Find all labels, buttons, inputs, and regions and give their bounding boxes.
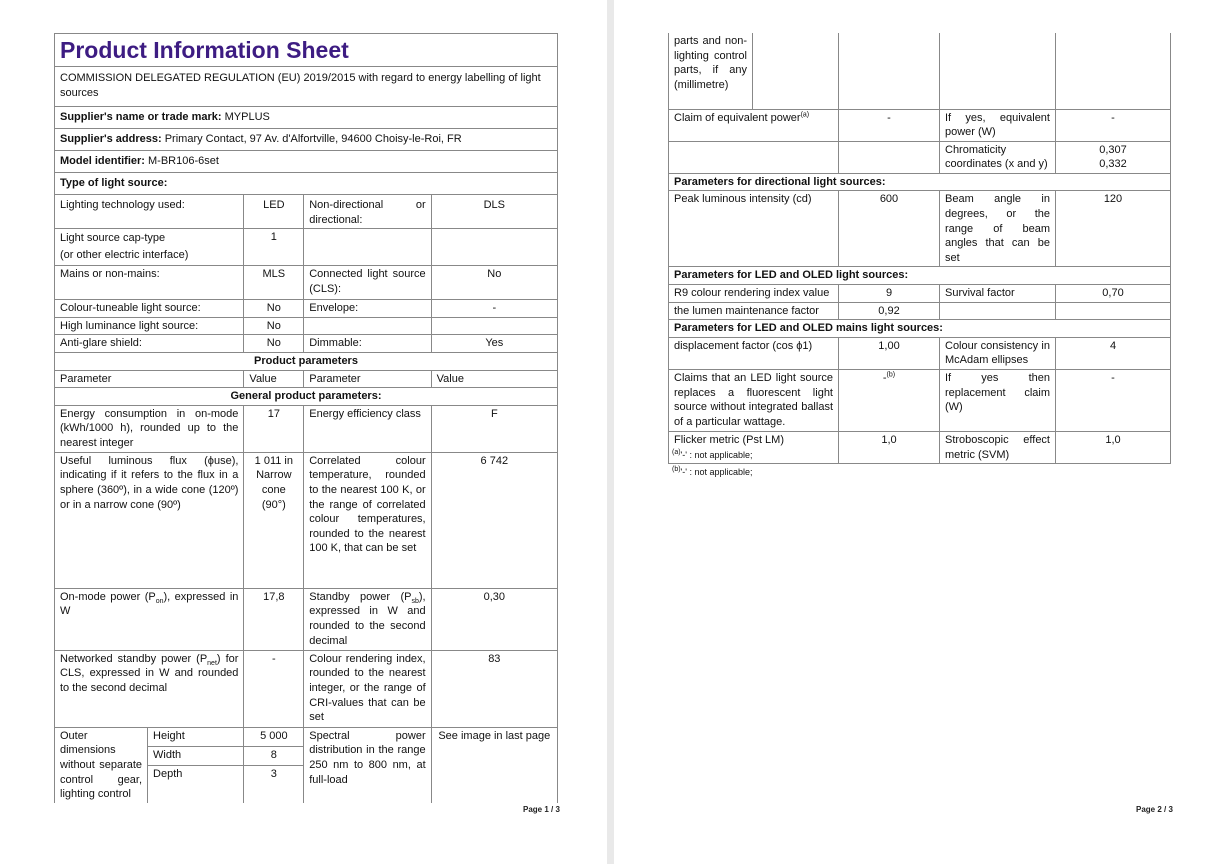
chromaticity-values [1056,141,1171,173]
on-mode-label-part2: ), expressed in W [60,590,239,618]
claim-equiv-sup: (a) [800,110,810,118]
cap-type-value: 1 [244,229,304,266]
stroboscopic-value: 1,0 [1056,432,1171,464]
lumen-maintenance-empty-1 [940,302,1056,320]
footnote-b-text: '-' : not applicable; [680,467,753,477]
supplier-name-row [55,107,558,129]
networked-label-part2: ) for CLS, expressed in W and rounded to the second decimal [60,652,239,694]
colour-consistency-label: Colour consistency in McAdam ellipses [940,337,1056,369]
displacement-label: displacement factor (cos ϕ1) [669,337,839,369]
flicker-label: Flicker metric (Pst LM) [669,432,839,464]
footnote-a-text: '-' : not applicable; [680,450,753,460]
anti-glare-label: Anti-glare shield: [55,335,244,353]
cont-empty-4 [1056,33,1171,109]
outer-dimensions-label: Outer dimensions without separate control gear, lighting control [55,727,148,802]
supplier-name: MYPLUS [224,111,270,123]
claims-led-label: Claims that an LED light source replaces a fluorescent light source without integrated ballast of a particular wattage. [669,370,839,432]
page-1 [0,0,607,864]
on-mode-power-value: 17,8 [244,588,304,650]
width-label: Width [148,746,244,765]
colour-tuneable-label: Colour-tuneable light source: [55,300,244,318]
r9-label: R9 colour rendering index value [669,285,839,303]
model-identifier: M-BR106-6set [148,155,219,167]
spd-label: Spectral power distribution in the range 250 nm to 800 nm, at full-load [304,727,431,802]
directional-heading: Parameters for directional light sources: [669,173,1171,191]
col-header-value-1: Value [244,370,304,388]
regulation-text: COMMISSION DELEGATED REGULATION (EU) 2019/2015 with regard to energy labelling of light sources [55,67,558,107]
envelope-value: - [431,300,557,318]
cont-empty-3 [940,33,1056,109]
on-mode-power-label [55,588,244,650]
product-info-table-p2 [668,33,1171,464]
stroboscopic-label: Stroboscopic effect metric (SVM) [940,432,1056,464]
energy-class-label: Energy efficiency class [304,405,431,452]
non-directional-value: DLS [431,195,557,229]
page-number-2: Page 2 / 3 [1136,805,1173,814]
r9-value: 9 [839,285,940,303]
standby-power-value: 0,30 [431,588,557,650]
cri-value: 83 [431,650,557,727]
cont-label: parts and non-lighting control parts, if any (millimetre) [669,33,753,109]
flicker-value: 1,0 [839,432,940,464]
claim-equiv-value: - [839,109,940,141]
if-yes-equiv-value: - [1056,109,1171,141]
claims-led-sup: (b) [886,371,896,379]
led-heading: Parameters for LED and OLED light sources: [669,267,1171,285]
chromaticity-label: Chromaticity coordinates (x and y) [940,141,1056,173]
cap-type-empty-2 [431,229,557,266]
cct-value: 6 742 [431,452,557,588]
connected-label: Connected light source (CLS): [304,266,431,300]
chromaticity-x: 0,307 [1099,143,1127,156]
standby-label-part2: ), expressed in W and rounded to the second decimal [309,590,426,647]
replacement-claim-label: If yes then replacement claim (W) [940,370,1056,432]
lumen-maintenance-empty-2 [1056,302,1171,320]
height-value: 5 000 [244,727,304,746]
footnote-a [672,450,753,460]
displacement-value: 1,00 [839,337,940,369]
product-params-heading: Product parameters [55,352,558,370]
non-directional-label: Non-directional or directional: [304,195,431,229]
standby-label-part1: Standby power (P [309,590,412,603]
width-value: 8 [244,746,304,765]
mains-value: MLS [244,266,304,300]
depth-value: 3 [244,765,304,803]
cap-type-empty-1 [304,229,431,266]
peak-intensity-label: Peak luminous intensity (cd) [669,191,839,267]
anti-glare-value: No [244,335,304,353]
networked-label-sub: net [207,659,217,667]
footnote-a-mark: (a) [672,449,681,456]
useful-flux-label: Useful luminous flux (ϕuse), indicating if it refers to the flux in a sphere (360º), in a wide cone (120º) or in a narrow cone (90º) [55,452,244,588]
lumen-maintenance-label: the lumen maintenance factor [669,302,839,320]
cont-empty-1 [753,33,839,109]
on-mode-label-part1: On-mode power (P [60,590,156,603]
claims-led-dash: - [882,372,887,384]
depth-label: Depth [148,765,244,803]
supplier-name-label: Supplier's name or trade mark: [60,111,222,123]
dimmable-label: Dimmable: [304,335,431,353]
cap-type-label-sub: (or other electric interface) [60,249,189,262]
claims-led-value [839,370,940,432]
connected-value: No [431,266,557,300]
chromaticity-empty-1 [669,141,839,173]
led-mains-heading: Parameters for LED and OLED mains light sources: [669,320,1171,338]
supplier-address-label: Supplier's address: [60,133,162,145]
spd-value: See image in last page [431,727,557,802]
height-label: Height [148,727,244,746]
peak-intensity-value: 600 [839,191,940,267]
colour-consistency-value: 4 [1056,337,1171,369]
networked-standby-value: - [244,650,304,727]
cap-type-label-main: Light source cap-type [60,232,166,245]
model-row [55,151,558,173]
survival-label: Survival factor [940,285,1056,303]
mains-label: Mains or non-mains: [55,266,244,300]
col-header-value-2: Value [431,370,557,388]
standby-label-sub: sb [411,597,419,605]
energy-consumption-label: Energy consumption in on-mode (kWh/1000 h), rounded up to the nearest integer [55,405,244,452]
beam-angle-label: Beam angle in degrees, or the range of beam angles that can be set [940,191,1056,267]
claim-equiv-label [669,109,839,141]
lighting-tech-value: LED [244,195,304,229]
claim-equiv-label-text: Claim of equivalent power [674,111,801,124]
dimmable-value: Yes [431,335,557,353]
high-luminance-empty-1 [304,317,431,335]
product-info-table-p1 [54,33,558,803]
high-luminance-label: High luminance light source: [55,317,244,335]
lumen-maintenance-value: 0,92 [839,302,940,320]
page-number-1: Page 1 / 3 [523,805,560,814]
lighting-tech-label: Lighting technology used: [55,195,244,229]
beam-angle-value: 120 [1056,191,1171,267]
high-luminance-value: No [244,317,304,335]
envelope-label: Envelope: [304,300,431,318]
type-heading: Type of light source: [55,173,558,195]
supplier-address: Primary Contact, 97 Av. d'Alfortville, 94600 Choisy-le-Roi, FR [164,133,462,145]
useful-flux-value: 1 011 in Narrow cone (90°) [244,452,304,588]
colour-tuneable-value: No [244,300,304,318]
chromaticity-empty-2 [839,141,940,173]
footnote-b-mark: (b) [672,466,681,473]
model-label: Model identifier: [60,155,145,167]
cap-type-label [55,229,244,266]
col-header-parameter-1: Parameter [55,370,244,388]
cont-empty-2 [839,33,940,109]
survival-value: 0,70 [1056,285,1171,303]
general-params-heading: General product parameters: [55,388,558,406]
replacement-claim-value: - [1056,370,1171,432]
cri-label: Colour rendering index, rounded to the nearest integer, or the range of CRI-values that can be set [304,650,431,727]
col-header-parameter-2: Parameter [304,370,431,388]
chromaticity-y: 0,332 [1099,158,1127,171]
page-title: Product Information Sheet [55,34,558,67]
energy-consumption-value: 17 [244,405,304,452]
networked-standby-label [55,650,244,727]
energy-class-value: F [431,405,557,452]
footnote-b [672,467,753,477]
on-mode-label-sub: on [155,597,164,605]
cct-label: Correlated colour temperature, rounded to the nearest 100 K, or the range of correlated colour temperatures, rounded to the nearest 100 K, that can be set [304,452,431,588]
high-luminance-empty-2 [431,317,557,335]
networked-label-part1: Networked standby power (P [60,652,208,665]
standby-power-label [304,588,431,650]
page-2 [614,0,1225,864]
supplier-address-row [55,129,558,151]
if-yes-equiv-label: If yes, equivalent power (W) [940,109,1056,141]
